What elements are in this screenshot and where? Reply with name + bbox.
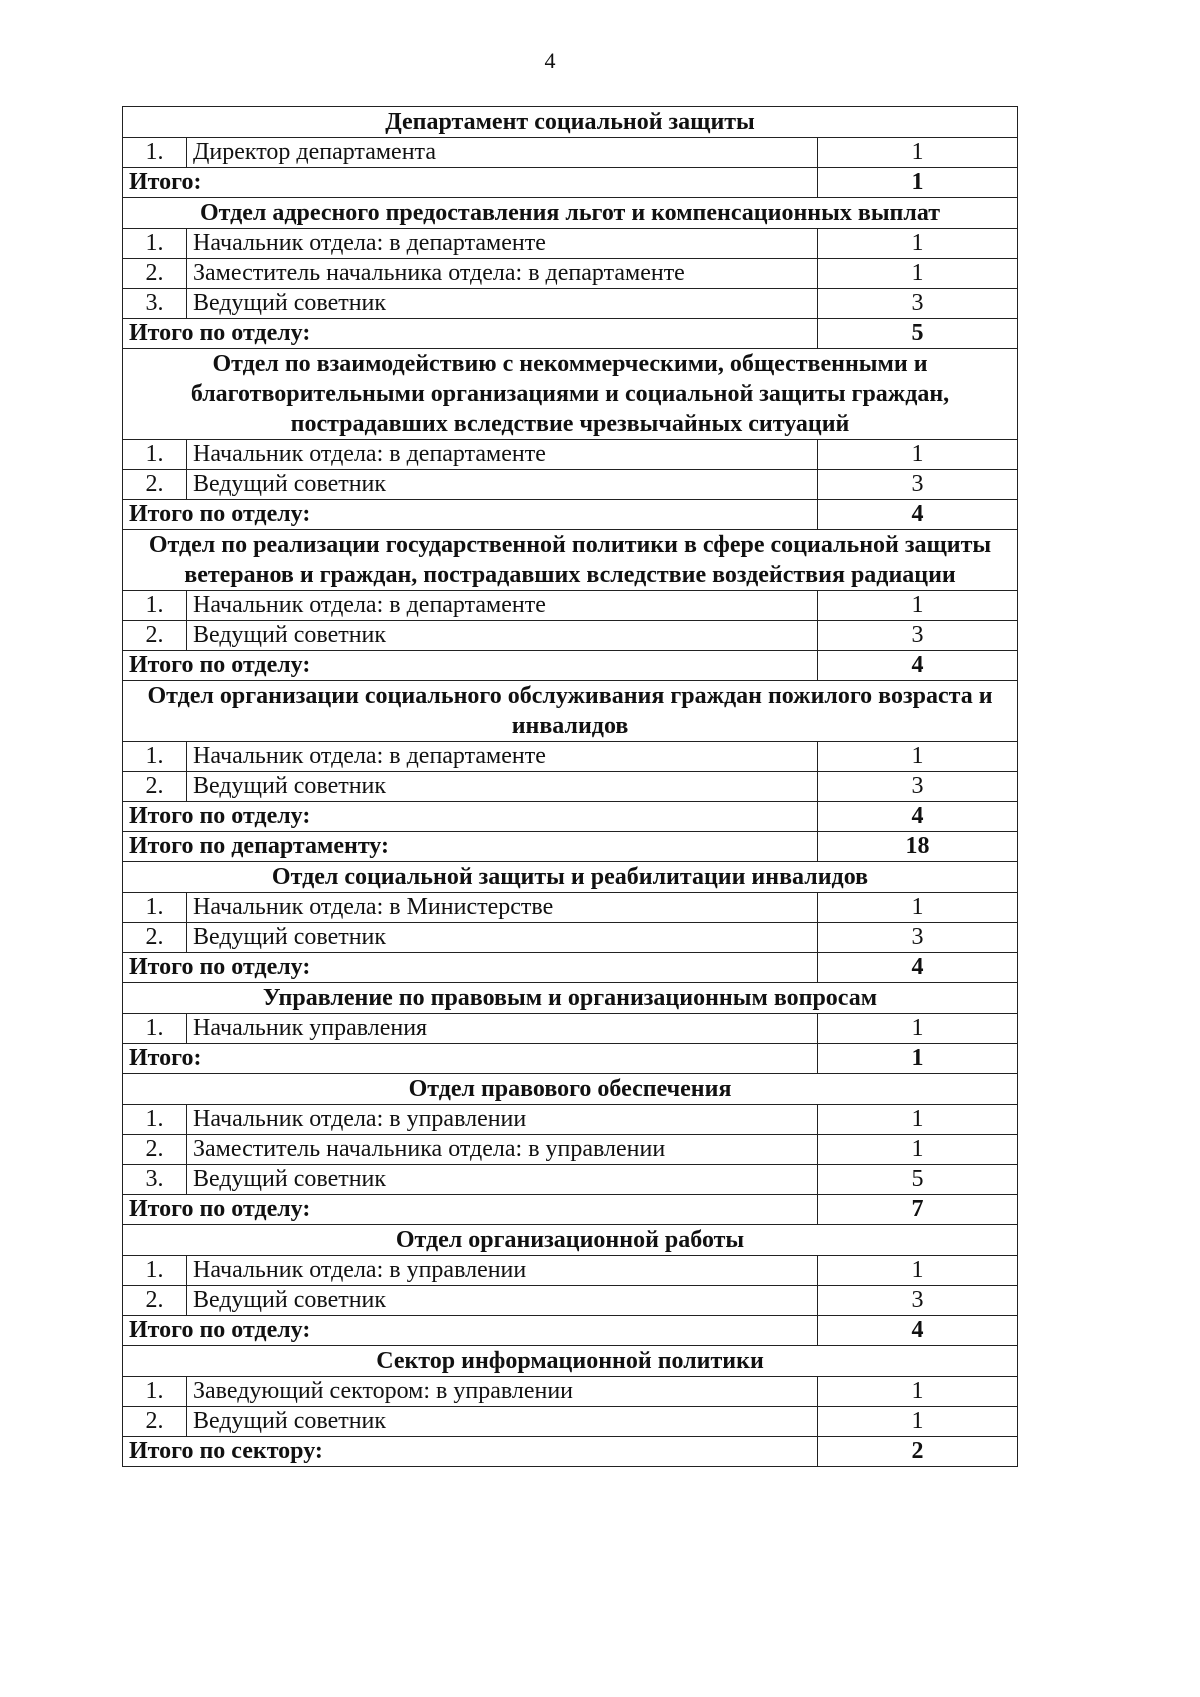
- total-count: 1: [817, 1044, 1017, 1074]
- position-title: Ведущий советник: [187, 289, 818, 319]
- section-header-row: [123, 983, 1018, 1014]
- section-header-row: [123, 862, 1018, 893]
- position-count: 3: [817, 470, 1017, 500]
- row-number: 1.: [123, 1256, 187, 1286]
- table-row: [123, 1256, 1018, 1286]
- section-title: Отдел адресного предоставления льгот и компенсационных выплат: [123, 198, 1018, 229]
- position-title: Начальник управления: [187, 1014, 818, 1044]
- position-title: Ведущий советник: [187, 621, 818, 651]
- position-title: Начальник отдела: в департаменте: [187, 742, 818, 772]
- row-number: 3.: [123, 1165, 187, 1195]
- section-title: Отдел правового обеспечения: [123, 1074, 1018, 1105]
- position-count: 1: [817, 1377, 1017, 1407]
- section-header-row: [123, 1074, 1018, 1105]
- table-row: [123, 1377, 1018, 1407]
- table-row: [123, 742, 1018, 772]
- total-label: Итого по отделу:: [123, 1195, 818, 1225]
- total-label: Итого по сектору:: [123, 1437, 818, 1467]
- total-count: 2: [817, 1437, 1017, 1467]
- position-count: 5: [817, 1165, 1017, 1195]
- section-title: Отдел организационной работы: [123, 1225, 1018, 1256]
- row-number: 1.: [123, 742, 187, 772]
- department-total-count: 18: [817, 832, 1017, 862]
- position-title: Начальник отдела: в департаменте: [187, 591, 818, 621]
- table-row: [123, 1105, 1018, 1135]
- position-title: Ведущий советник: [187, 1407, 818, 1437]
- position-title: Начальник отдела: в управлении: [187, 1105, 818, 1135]
- department-total-row: [123, 832, 1018, 862]
- row-number: 2.: [123, 621, 187, 651]
- section-title: Отдел по взаимодействию с некоммерческими, общественными и благотворительными организациями и социальной защиты граждан, пострадавших вследствие чрезвычайных ситуаций: [123, 349, 1018, 440]
- section-header-row: [123, 107, 1018, 138]
- section-header-row: [123, 349, 1018, 440]
- position-count: 1: [817, 259, 1017, 289]
- position-title: Ведущий советник: [187, 1165, 818, 1195]
- total-label: Итого:: [123, 1044, 818, 1074]
- table-row: [123, 1407, 1018, 1437]
- total-row: [123, 953, 1018, 983]
- position-count: 1: [817, 1014, 1017, 1044]
- section-title: Отдел организации социального обслуживания граждан пожилого возраста и инвалидов: [123, 681, 1018, 742]
- total-count: 4: [817, 1316, 1017, 1346]
- position-title: Заведующий сектором: в управлении: [187, 1377, 818, 1407]
- position-count: 3: [817, 772, 1017, 802]
- total-row: [123, 500, 1018, 530]
- table-row: [123, 1014, 1018, 1044]
- total-label: Итого по отделу:: [123, 953, 818, 983]
- row-number: 2.: [123, 470, 187, 500]
- row-number: 1.: [123, 229, 187, 259]
- table-row: [123, 440, 1018, 470]
- position-title: Начальник отдела: в Министерстве: [187, 893, 818, 923]
- section-title: Департамент социальной защиты: [123, 107, 1018, 138]
- total-count: 4: [817, 802, 1017, 832]
- position-count: 1: [817, 893, 1017, 923]
- position-count: 3: [817, 289, 1017, 319]
- position-count: 1: [817, 742, 1017, 772]
- total-count: 1: [817, 168, 1017, 198]
- table-row: [123, 289, 1018, 319]
- position-count: 1: [817, 1135, 1017, 1165]
- position-count: 1: [817, 1256, 1017, 1286]
- total-row: [123, 1437, 1018, 1467]
- position-count: 3: [817, 621, 1017, 651]
- row-number: 2.: [123, 923, 187, 953]
- row-number: 2.: [123, 1135, 187, 1165]
- position-title: Ведущий советник: [187, 470, 818, 500]
- section-title: Отдел по реализации государственной политики в сфере социальной защиты ветеранов и граждан, пострадавших вследствие воздействия радиации: [123, 530, 1018, 591]
- total-row: [123, 1044, 1018, 1074]
- position-title: Ведущий советник: [187, 923, 818, 953]
- table-row: [123, 621, 1018, 651]
- total-row: [123, 168, 1018, 198]
- total-row: [123, 1195, 1018, 1225]
- total-count: 4: [817, 953, 1017, 983]
- position-count: 3: [817, 1286, 1017, 1316]
- table-row: [123, 259, 1018, 289]
- total-label: Итого по отделу:: [123, 802, 818, 832]
- table-row: [123, 1286, 1018, 1316]
- position-count: 3: [817, 923, 1017, 953]
- total-count: 4: [817, 651, 1017, 681]
- position-title: Ведущий советник: [187, 772, 818, 802]
- position-title: Начальник отдела: в управлении: [187, 1256, 818, 1286]
- section-header-row: [123, 198, 1018, 229]
- position-title: Заместитель начальника отдела: в управлении: [187, 1135, 818, 1165]
- position-title: Начальник отдела: в департаменте: [187, 440, 818, 470]
- table-row: [123, 893, 1018, 923]
- position-count: 1: [817, 591, 1017, 621]
- row-number: 2.: [123, 1407, 187, 1437]
- staffing-table: [122, 106, 1018, 1467]
- position-title: Директор департамента: [187, 138, 818, 168]
- table-row: [123, 470, 1018, 500]
- position-count: 1: [817, 1105, 1017, 1135]
- table-row: [123, 1165, 1018, 1195]
- total-label: Итого по отделу:: [123, 319, 818, 349]
- table-row: [123, 1135, 1018, 1165]
- position-title: Ведущий советник: [187, 1286, 818, 1316]
- section-header-row: [123, 1346, 1018, 1377]
- row-number: 1.: [123, 1377, 187, 1407]
- table-row: [123, 923, 1018, 953]
- row-number: 2.: [123, 772, 187, 802]
- table-row: [123, 138, 1018, 168]
- row-number: 3.: [123, 289, 187, 319]
- total-count: 4: [817, 500, 1017, 530]
- total-label: Итого по отделу:: [123, 1316, 818, 1346]
- row-number: 1.: [123, 1105, 187, 1135]
- section-title: Сектор информационной политики: [123, 1346, 1018, 1377]
- staffing-table-body: [123, 107, 1018, 1467]
- total-count: 7: [817, 1195, 1017, 1225]
- position-count: 1: [817, 138, 1017, 168]
- position-count: 1: [817, 229, 1017, 259]
- row-number: 1.: [123, 138, 187, 168]
- row-number: 1.: [123, 1014, 187, 1044]
- department-total-label: Итого по департаменту:: [123, 832, 818, 862]
- section-header-row: [123, 1225, 1018, 1256]
- total-row: [123, 651, 1018, 681]
- row-number: 2.: [123, 259, 187, 289]
- row-number: 1.: [123, 591, 187, 621]
- total-row: [123, 319, 1018, 349]
- total-label: Итого:: [123, 168, 818, 198]
- position-count: 1: [817, 440, 1017, 470]
- section-title: Отдел социальной защиты и реабилитации инвалидов: [123, 862, 1018, 893]
- table-row: [123, 229, 1018, 259]
- table-row: [123, 772, 1018, 802]
- total-row: [123, 802, 1018, 832]
- position-count: 1: [817, 1407, 1017, 1437]
- total-count: 5: [817, 319, 1017, 349]
- total-label: Итого по отделу:: [123, 500, 818, 530]
- row-number: 2.: [123, 1286, 187, 1316]
- table-row: [123, 591, 1018, 621]
- section-header-row: [123, 530, 1018, 591]
- total-row: [123, 1316, 1018, 1346]
- position-title: Заместитель начальника отдела: в департаменте: [187, 259, 818, 289]
- section-header-row: [123, 681, 1018, 742]
- row-number: 1.: [123, 440, 187, 470]
- total-label: Итого по отделу:: [123, 651, 818, 681]
- row-number: 1.: [123, 893, 187, 923]
- position-title: Начальник отдела: в департаменте: [187, 229, 818, 259]
- page-number: 4: [544, 48, 556, 73]
- section-title: Управление по правовым и организационным вопросам: [123, 983, 1018, 1014]
